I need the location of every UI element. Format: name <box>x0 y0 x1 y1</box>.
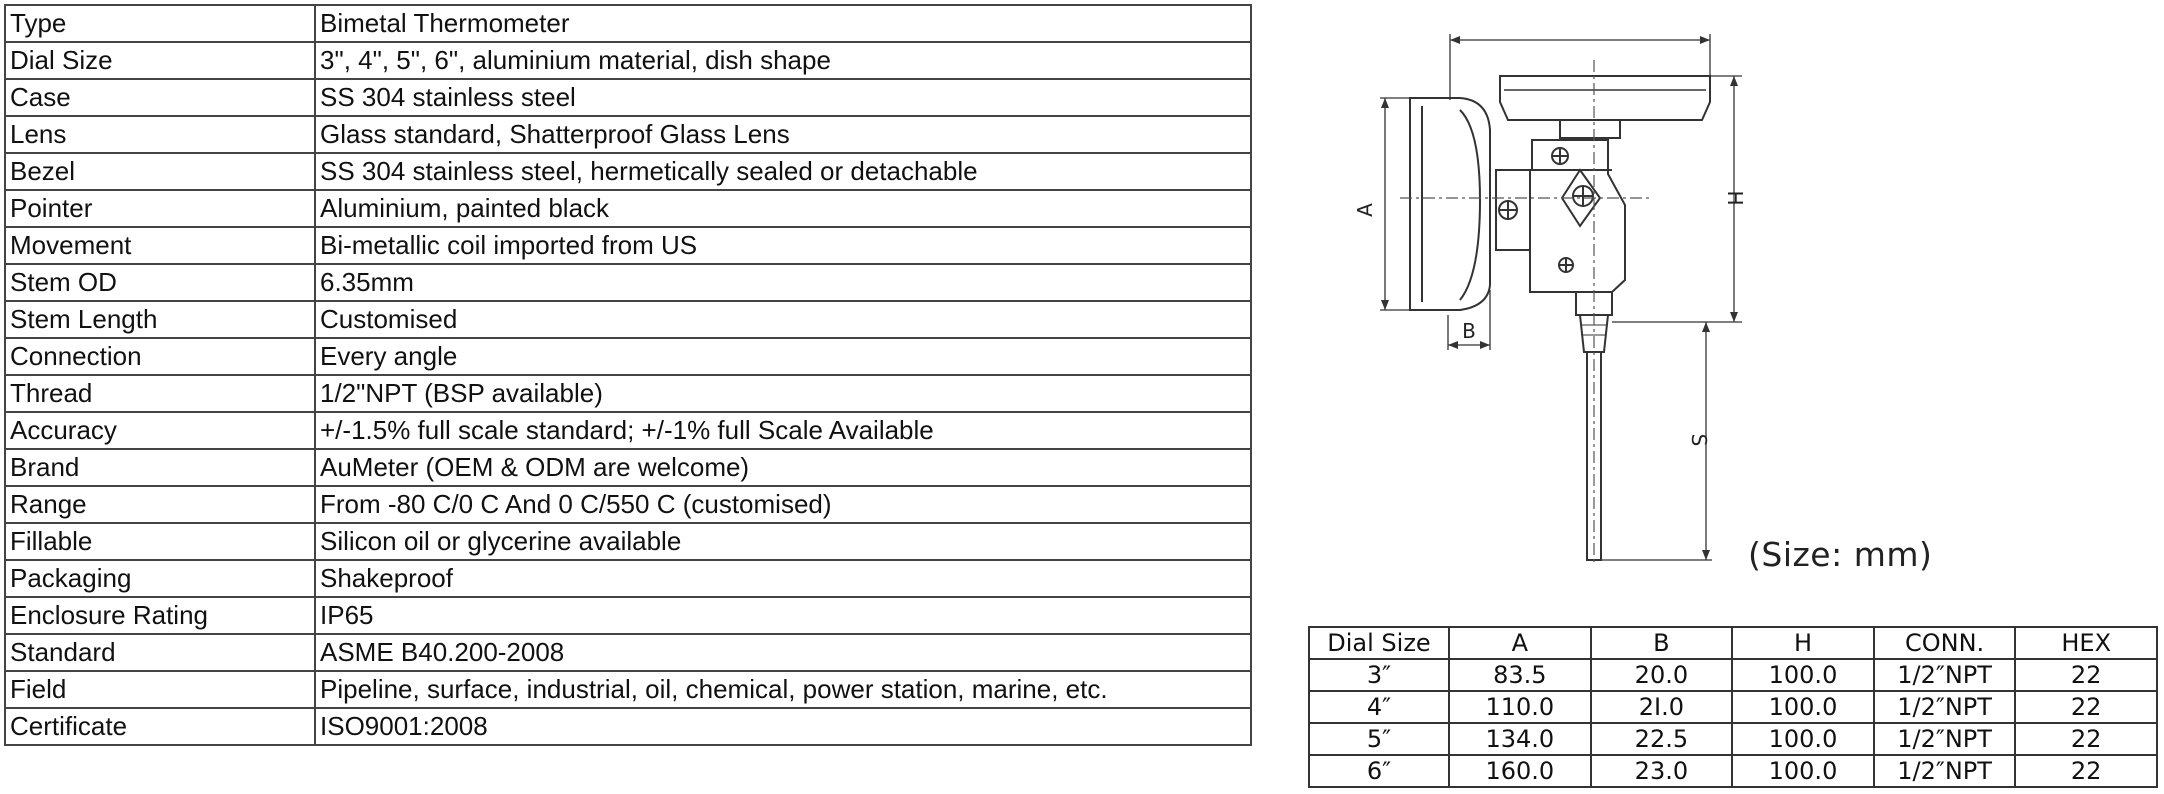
spec-row <box>5 79 1251 116</box>
spec-value: 3", 4", 5", 6", aluminium material, dish shape <box>315 42 1251 79</box>
spec-label: Range <box>5 486 315 523</box>
dimension-cell: 22 <box>2015 755 2157 787</box>
spec-row <box>5 634 1251 671</box>
dimension-cell: 3″ <box>1309 659 1449 691</box>
dim-label-s: S <box>1687 433 1711 447</box>
dimension-table-header <box>1309 627 2157 659</box>
dimension-header-cell: HEX <box>2015 627 2157 659</box>
dimension-cell: 1/2″NPT <box>1874 723 2016 755</box>
size-unit-note: (Size: mm) <box>1748 535 1933 574</box>
spec-value: ISO9001:2008 <box>315 708 1251 745</box>
spec-row <box>5 412 1251 449</box>
spec-label: Enclosure Rating <box>5 597 315 634</box>
spec-value: Customised <box>315 301 1251 338</box>
dimension-row <box>1309 659 2157 691</box>
spec-label: Thread <box>5 375 315 412</box>
dimension-cell: 4″ <box>1309 691 1449 723</box>
spec-label: Movement <box>5 227 315 264</box>
dimension-cell: 160.0 <box>1449 755 1591 787</box>
spec-value: Every angle <box>315 338 1251 375</box>
dimension-cell: 100.0 <box>1732 691 1874 723</box>
spec-value: From -80 C/0 C And 0 C/550 C (customised) <box>315 486 1251 523</box>
thermometer-dimension-diagram <box>1353 20 2060 580</box>
dimension-cell: 100.0 <box>1732 723 1874 755</box>
dimension-cell: 100.0 <box>1732 659 1874 691</box>
spec-row <box>5 153 1251 190</box>
spec-row <box>5 560 1251 597</box>
spec-value: ASME B40.200-2008 <box>315 634 1251 671</box>
spec-row <box>5 449 1251 486</box>
spec-row <box>5 264 1251 301</box>
spec-value: Glass standard, Shatterproof Glass Lens <box>315 116 1251 153</box>
spec-label: Pointer <box>5 190 315 227</box>
spec-row <box>5 597 1251 634</box>
dimension-cell: 134.0 <box>1449 723 1591 755</box>
spec-row <box>5 5 1251 42</box>
dimension-header-cell: Dial Size <box>1309 627 1449 659</box>
dimension-cell: 2I.0 <box>1591 691 1733 723</box>
spec-label: Bezel <box>5 153 315 190</box>
spec-value: +/-1.5% full scale standard; +/-1% full Scale Available <box>315 412 1251 449</box>
dimension-cell: 1/2″NPT <box>1874 659 2016 691</box>
dimension-row <box>1309 691 2157 723</box>
spec-label: Brand <box>5 449 315 486</box>
spec-row <box>5 116 1251 153</box>
dim-label-h: H <box>1723 190 1747 206</box>
dimension-header-cell: H <box>1732 627 1874 659</box>
spec-label: Lens <box>5 116 315 153</box>
spec-value: Shakeproof <box>315 560 1251 597</box>
spec-row <box>5 523 1251 560</box>
dimension-cell: 23.0 <box>1591 755 1733 787</box>
spec-label: Connection <box>5 338 315 375</box>
spec-row <box>5 486 1251 523</box>
spec-label: Type <box>5 5 315 42</box>
specification-table-body <box>5 5 1251 745</box>
spec-label: Packaging <box>5 560 315 597</box>
spec-value: Pipeline, surface, industrial, oil, chemical, power station, marine, etc. <box>315 671 1251 708</box>
dimension-header-cell: CONN. <box>1874 627 2016 659</box>
spec-row <box>5 338 1251 375</box>
spec-value: Bimetal Thermometer <box>315 5 1251 42</box>
spec-value: Bi-metallic coil imported from US <box>315 227 1251 264</box>
spec-value: AuMeter (OEM & ODM are welcome) <box>315 449 1251 486</box>
spec-value: IP65 <box>315 597 1251 634</box>
dial-top-rim <box>1500 76 1710 120</box>
dimension-row <box>1309 723 2157 755</box>
spec-label: Stem OD <box>5 264 315 301</box>
dimension-header-cell: A <box>1449 627 1591 659</box>
spec-value: 1/2"NPT (BSP available) <box>315 375 1251 412</box>
spec-row <box>5 190 1251 227</box>
dimension-cell: 1/2″NPT <box>1874 755 2016 787</box>
dimension-cell: 20.0 <box>1591 659 1733 691</box>
spec-label: Dial Size <box>5 42 315 79</box>
spec-value: 6.35mm <box>315 264 1251 301</box>
dimension-table <box>1308 626 2158 788</box>
spec-row <box>5 375 1251 412</box>
specification-table <box>4 4 1252 746</box>
spec-row <box>5 227 1251 264</box>
dimension-cell: 6″ <box>1309 755 1449 787</box>
dimension-cell: 110.0 <box>1449 691 1591 723</box>
spec-label: Case <box>5 79 315 116</box>
dimension-cell: 22 <box>2015 659 2157 691</box>
spec-label: Standard <box>5 634 315 671</box>
spec-label: Field <box>5 671 315 708</box>
spec-label: Certificate <box>5 708 315 745</box>
spec-row <box>5 708 1251 745</box>
spec-value: SS 304 stainless steel <box>315 79 1251 116</box>
spec-row <box>5 301 1251 338</box>
spec-row <box>5 42 1251 79</box>
dimension-cell: 100.0 <box>1732 755 1874 787</box>
dimension-cell: 1/2″NPT <box>1874 691 2016 723</box>
spec-label: Fillable <box>5 523 315 560</box>
spec-row <box>5 671 1251 708</box>
dimension-cell: 22 <box>2015 723 2157 755</box>
dim-label-a: A <box>1353 203 1377 217</box>
dim-label-b: B <box>1462 319 1476 343</box>
dimension-row <box>1309 755 2157 787</box>
spec-label: Stem Length <box>5 301 315 338</box>
dimension-cell: 22 <box>2015 691 2157 723</box>
dimension-header-cell: B <box>1591 627 1733 659</box>
dimension-cell: 83.5 <box>1449 659 1591 691</box>
dimension-cell: 5″ <box>1309 723 1449 755</box>
dimension-table-body <box>1309 659 2157 787</box>
spec-value: Silicon oil or glycerine available <box>315 523 1251 560</box>
dimension-cell: 22.5 <box>1591 723 1733 755</box>
spec-value: SS 304 stainless steel, hermetically sealed or detachable <box>315 153 1251 190</box>
spec-value: Aluminium, painted black <box>315 190 1251 227</box>
spec-label: Accuracy <box>5 412 315 449</box>
